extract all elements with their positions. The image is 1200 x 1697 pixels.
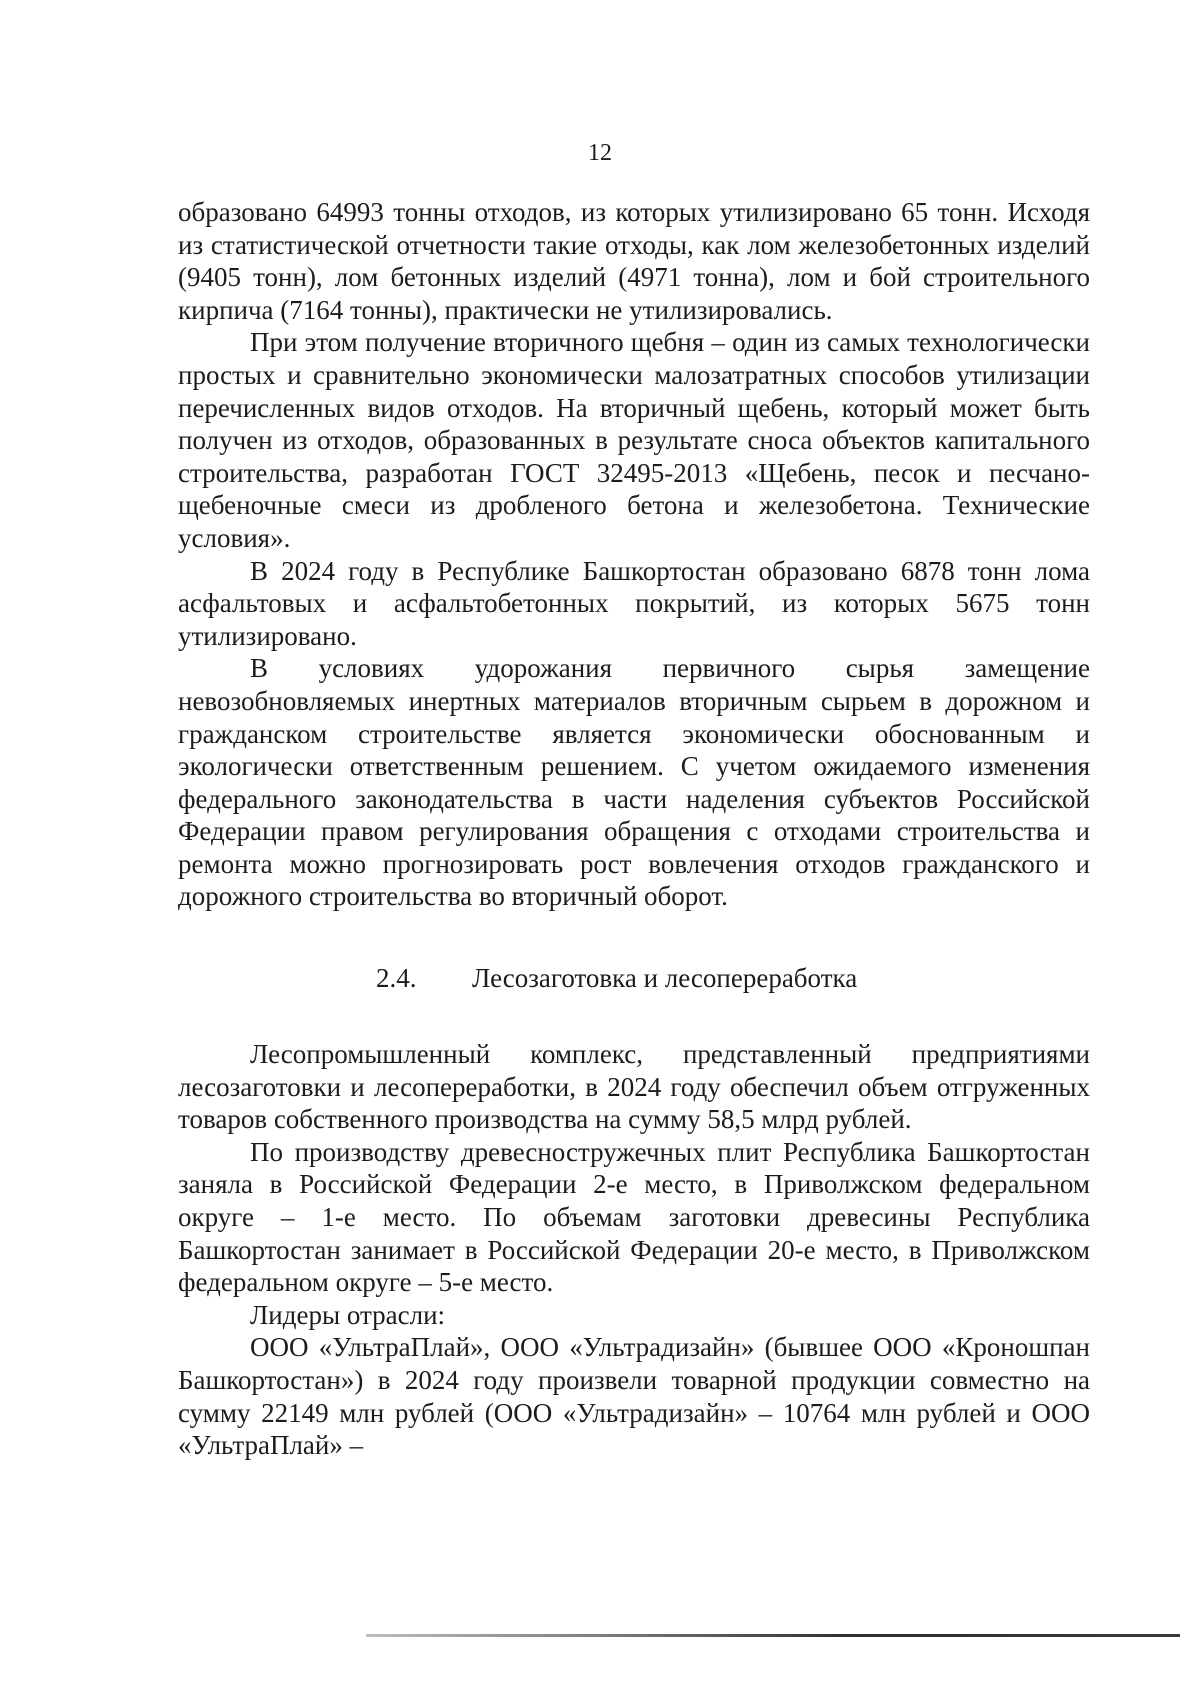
section-number: 2.4. — [376, 963, 417, 993]
paragraph-forestry-complex: Лесопромышленный комплекс, представленный предприятиями лесозаготовки и лесопереработки, в 2024 году обеспечил объем отгруженных товаров собственного производства на сумму 58,5 млрд рублей. — [178, 1039, 1090, 1135]
paragraph-continuation: образовано 64993 тонны отходов, из которых утилизировано 65 тонн. Исходя из статистической отчетности такие отходы, как лом железобетонных изделий (9405 тонн), лом бетонных изделий (4971 тонна), лом и бой строительного кирпича (7164 тонны), практически не утилизировались. — [178, 197, 1090, 325]
paragraph-industry-leaders-label: Лидеры отрасли: — [250, 1299, 446, 1330]
page-number: 12 — [588, 140, 612, 166]
section-title: Лесозаготовка и лесопереработка — [472, 963, 858, 993]
body-text-top — [178, 196, 1090, 913]
paragraph-asphalt-waste: В 2024 году в Республике Башкортостан образовано 6878 тонн лома асфальтовых и асфальтобетонных покрытий, из которых 5675 тонн утилизировано. — [178, 555, 1090, 651]
paragraph-secondary-crushed-stone: При этом получение вторичного щебня – один из самых технологически простых и сравнительно экономически малозатратных способов утилизации перечисленных видов отходов. На вторичный щебень, который может быть получен из отходов, образованных в результате сноса объектов капитального строительства, разработан ГОСТ 32495-2013 «Щебень, песок и песчано-щебеночные смеси из дробленого бетона и железобетона. Технические условия». — [178, 327, 1090, 553]
paragraph-industry-leaders: ООО «УльтраПлай», ООО «Ультрадизайн» (бывшее ООО «Кроношпан Башкортостан») в 2024 году произвели товарной продукции совместно на сумму 22149 млн рублей (ООО «Ультрадизайн» – 10764 млн рублей и ООО «УльтраПлай» – — [178, 1332, 1090, 1461]
paragraph-chipboard-production: По производству древесностружечных плит Республика Башкортостан заняла в Российской Федерации 2-е место, в Приволжском федеральном округе – 1-е место. По объемам заготовки древесины Республика Башкортостан занимает в Российской Федерации 20-е место, в Приволжском федеральном округе – 5-е место. — [178, 1136, 1090, 1298]
paragraph-raw-material-replacement: В условиях удорожания первичного сырья замещение невозобновляемых инертных материалов вторичным сырьем в дорожном и гражданском строительстве является экономически обоснованным и экологически ответственным решением. С учетом ожидаемого изменения федерального законодательства в части наделения субъектов Российской Федерации правом регулирования обращения с отходами строительства и ремонта можно прогнозировать рост вовлечения отходов гражданского и дорожного строительства во вторичный оборот. — [178, 653, 1090, 912]
body-text-bottom — [178, 1038, 1090, 1462]
section-heading — [376, 962, 857, 994]
scan-edge-line — [366, 1634, 1180, 1637]
